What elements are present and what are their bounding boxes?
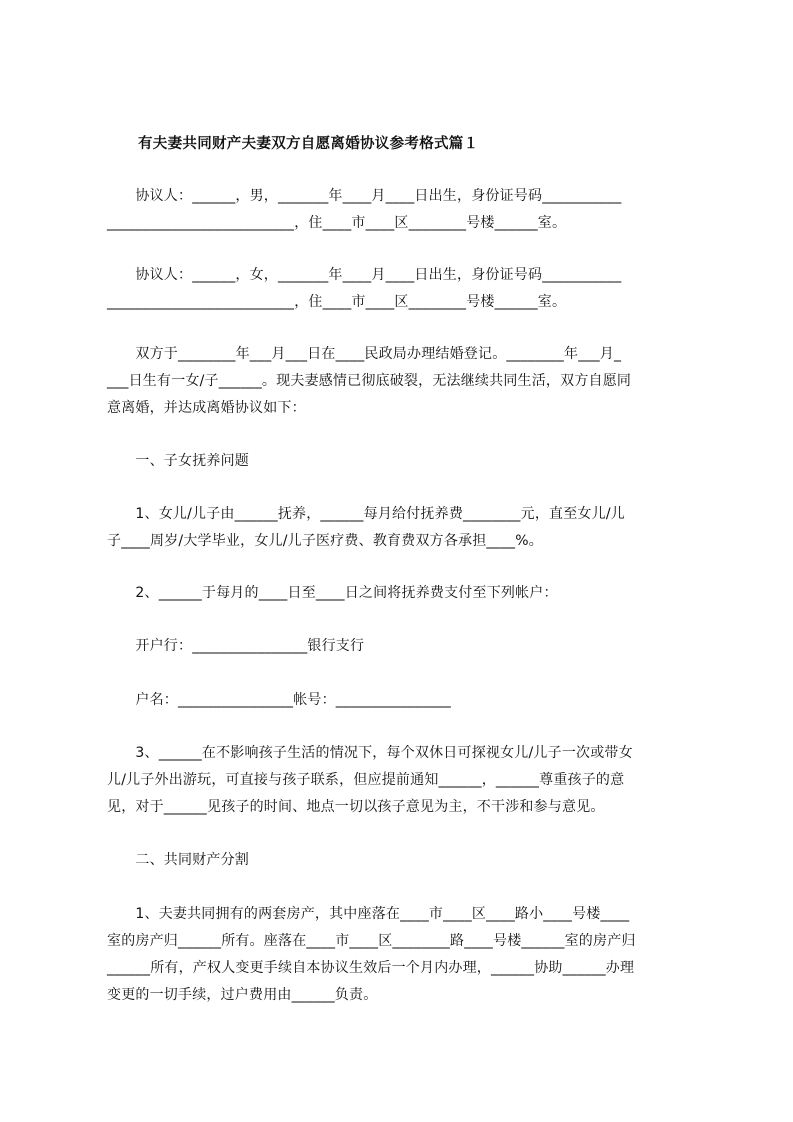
paragraph bbox=[107, 183, 703, 237]
paragraph bbox=[107, 740, 703, 821]
paragraph bbox=[107, 901, 703, 1009]
paragraph-line: 一、子女抚养问题 bbox=[107, 453, 249, 469]
document-title: 有夫妻共同财产夫妻双方自愿离婚协议参考格式篇１ bbox=[138, 136, 479, 152]
paragraph-line: 户名：________________帐号：________________ bbox=[107, 692, 451, 708]
paragraph-line: 见，对于______见孩子的时间、地点一切以孩子意见为主，不干涉和参与意见。 bbox=[107, 799, 605, 815]
paragraph-line: 3、______在不影响孩子生活的情况下，每个双休日可探视女儿/儿子一次或带女 bbox=[107, 745, 633, 761]
paragraph bbox=[107, 687, 703, 714]
paragraph-line: ___日生有一女/子______。现夫妻感情已彻底破裂，无法继续共同生活，双方自愿同 bbox=[107, 373, 632, 389]
paragraph bbox=[107, 501, 703, 555]
paragraph-line: 儿/儿子外出游玩，可直接与孩子联系，但应提前通知______，______尊重孩子的意 bbox=[107, 772, 625, 788]
paragraph-line: 子____周岁/大学毕业，女儿/儿子医疗费、教育费双方各承担____%。 bbox=[107, 533, 543, 549]
paragraph-line: __________________________，住____市____区________号楼______室。 bbox=[107, 215, 567, 231]
paragraph-line: __________________________，住____市____区________号楼______室。 bbox=[107, 294, 567, 310]
paragraph bbox=[107, 341, 703, 422]
paragraph-line: 变更的一切手续，过户费用由______负责。 bbox=[107, 987, 378, 1003]
paragraph-line: 协议人：______，男，_______年____月____日出生，身份证号码___________ bbox=[107, 188, 622, 204]
paragraph-line: 1、女儿/儿子由______抚养，______每月给付抚养费________元，直至女儿/儿 bbox=[107, 506, 625, 522]
paragraph-line: 协议人：______，女，_______年____月____日出生，身份证号码___________ bbox=[107, 267, 622, 283]
paragraph bbox=[107, 262, 703, 316]
paragraph bbox=[107, 580, 703, 607]
paragraph-line: 1、夫妻共同拥有的两套房产，其中座落在____市____区____路小____号楼____ bbox=[107, 906, 630, 922]
paragraph-line: 2、______于每月的____日至____日之间将抚养费支付至下列帐户： bbox=[107, 585, 558, 601]
paragraph bbox=[107, 633, 703, 660]
paragraph-line: 开户行：________________银行支行 bbox=[107, 638, 365, 654]
paragraph-line: 双方于________年___月___日在____民政局办理结婚登记。________年___月_ bbox=[107, 346, 622, 362]
paragraph-line: 室的房产归______所有。座落在____市____区________路____号楼______室的房产归 bbox=[107, 933, 636, 949]
paragraph-line: ______所有，产权人变更手续自本协议生效后一个月内办理，______协助______办理 bbox=[107, 960, 635, 976]
paragraph-line: 意离婚，并达成离婚协议如下： bbox=[107, 400, 306, 416]
paragraph bbox=[107, 448, 703, 475]
paragraph bbox=[107, 847, 703, 874]
paragraph-line: 二、共同财产分割 bbox=[107, 852, 249, 868]
